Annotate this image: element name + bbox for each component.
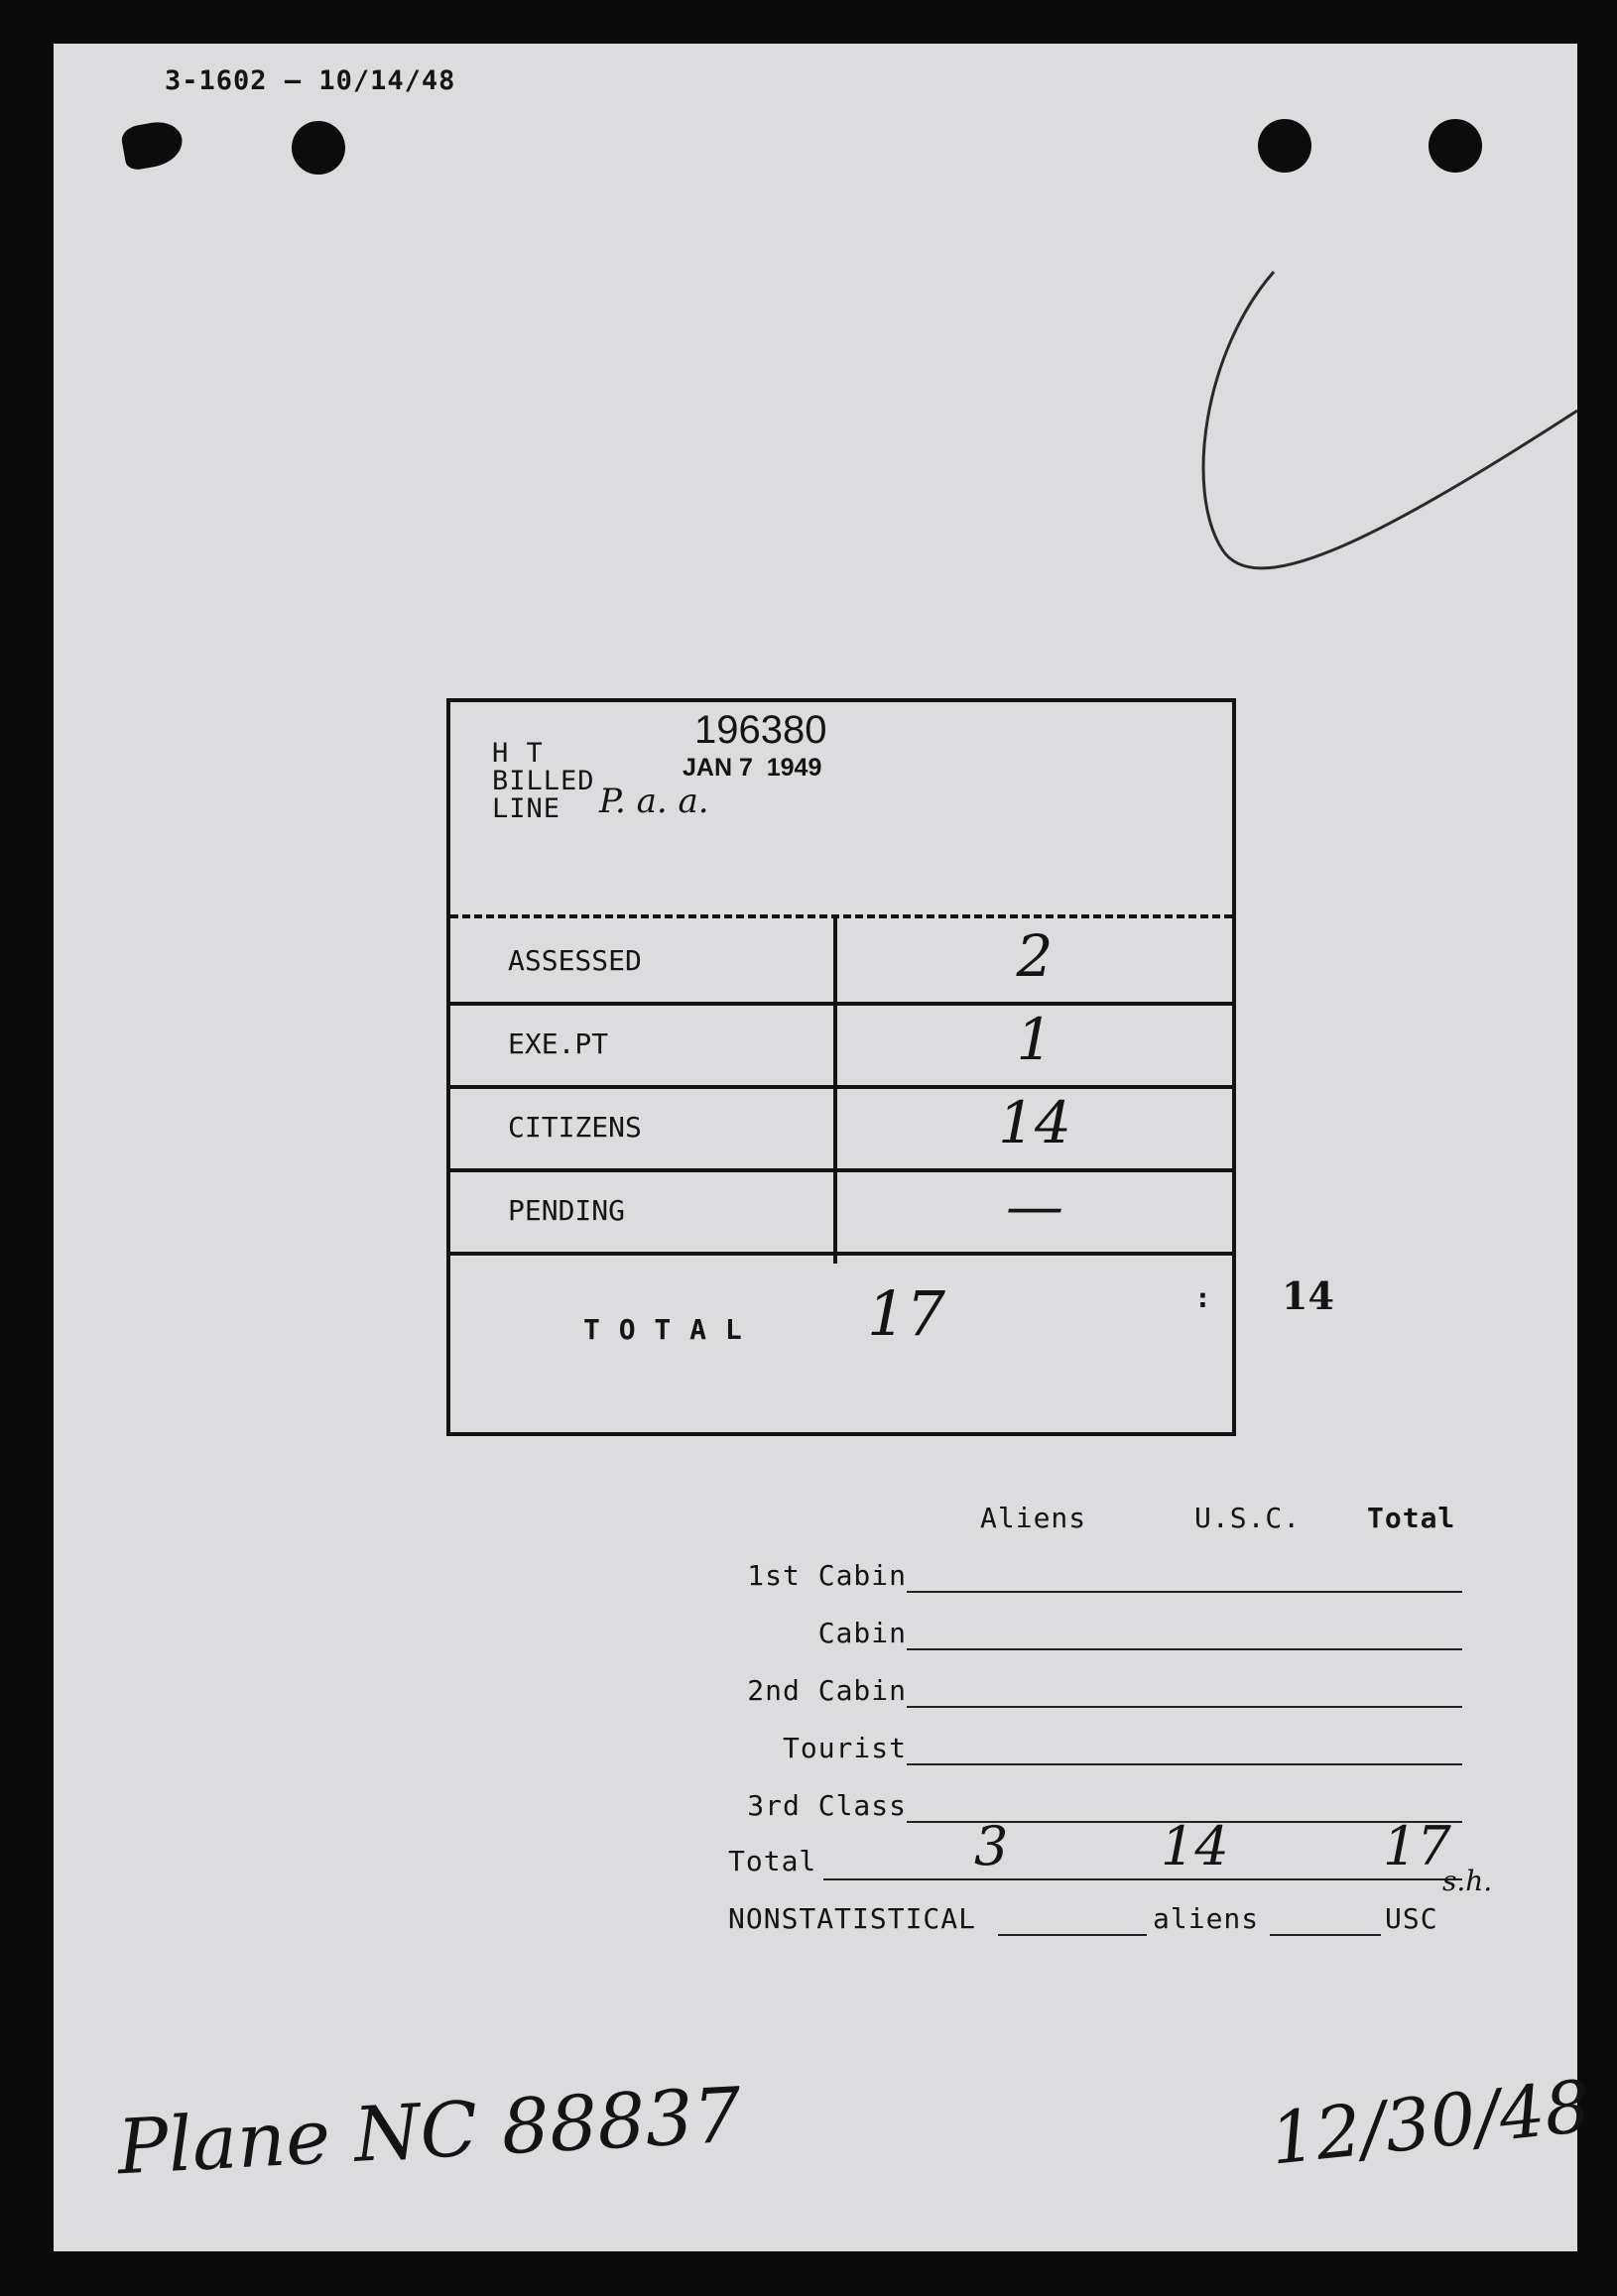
class-label-1st-cabin: 1st Cabin xyxy=(747,1559,907,1592)
row-citizens xyxy=(450,1085,1232,1172)
row-assessed xyxy=(450,918,1232,1006)
side-mark: : xyxy=(1194,1281,1212,1314)
label-line: LINE xyxy=(492,793,561,824)
form-code xyxy=(165,65,455,96)
nonstatistical-usc-line xyxy=(1270,1934,1381,1936)
class-line-cabin xyxy=(907,1648,1462,1650)
class-line-2nd-cabin xyxy=(907,1706,1462,1708)
row-value: 1 xyxy=(1016,1006,1054,1073)
class-line-tourist xyxy=(907,1763,1462,1765)
row-exempt xyxy=(450,1002,1232,1089)
document-page xyxy=(54,44,1594,2251)
side-number: 14 xyxy=(1282,1273,1334,1318)
class-label-2nd-cabin: 2nd Cabin xyxy=(747,1674,907,1707)
total-usc-value: 14 xyxy=(1161,1815,1229,1877)
class-line-1st-cabin xyxy=(907,1591,1462,1593)
col-usc: U.S.C. xyxy=(1194,1502,1302,1534)
row-value: — xyxy=(1006,1172,1063,1240)
plane-note: Plane NC 88837 xyxy=(115,2070,744,2192)
punch-hole-right-2 xyxy=(1429,119,1482,173)
ink-blot xyxy=(120,118,187,172)
class-label-cabin: Cabin xyxy=(817,1617,907,1649)
row-value: 14 xyxy=(998,1089,1071,1156)
col-aliens: Aliens xyxy=(980,1502,1087,1534)
class-label-total: Total xyxy=(728,1845,817,1877)
row-label: PENDING xyxy=(508,1194,626,1227)
nonstatistical-label: NONSTATISTICAL xyxy=(728,1902,977,1935)
label-billed: BILLED xyxy=(492,766,595,796)
row-label: ASSESSED xyxy=(508,944,642,977)
col-total: Total xyxy=(1367,1502,1456,1534)
total-total-value: 17 xyxy=(1383,1815,1451,1877)
row-pending xyxy=(450,1168,1232,1256)
billing-stamp-date: JAN 7 1949 xyxy=(683,754,822,782)
total-value: 17 xyxy=(867,1277,945,1350)
footer-date: 12/30/48 xyxy=(1266,2064,1594,2181)
form-code-overstrike: 2 xyxy=(250,65,268,96)
nonstatistical-usc-label: USC xyxy=(1385,1902,1438,1935)
billing-labels xyxy=(492,740,595,823)
nonstatistical-aliens-label: aliens xyxy=(1153,1902,1260,1935)
label-ht: H T xyxy=(492,738,544,769)
punch-hole-right-1 xyxy=(1258,119,1311,173)
row-label: CITIZENS xyxy=(508,1111,642,1144)
total-aliens-value: 3 xyxy=(974,1815,1009,1877)
nonstatistical-aliens-line xyxy=(998,1934,1147,1936)
class-label-3rd-class: 3rd Class xyxy=(747,1789,907,1822)
pen-check-mark xyxy=(1145,262,1581,659)
billing-number: 196380 xyxy=(694,708,827,752)
assessment-box xyxy=(446,698,1236,1436)
form-date: — 10/14/48 xyxy=(284,65,456,96)
form-code-text: 3-160 xyxy=(165,65,251,96)
class-line-total xyxy=(823,1878,1462,1880)
total-initials: s.h. xyxy=(1442,1865,1493,1897)
total-label: T O T A L xyxy=(583,1313,743,1346)
punch-hole-left xyxy=(292,121,345,175)
class-label-tourist: Tourist xyxy=(782,1732,907,1764)
row-value: 2 xyxy=(1016,922,1054,990)
line-value: P. a. a. xyxy=(599,782,709,821)
row-label: EXE.PT xyxy=(508,1027,609,1060)
